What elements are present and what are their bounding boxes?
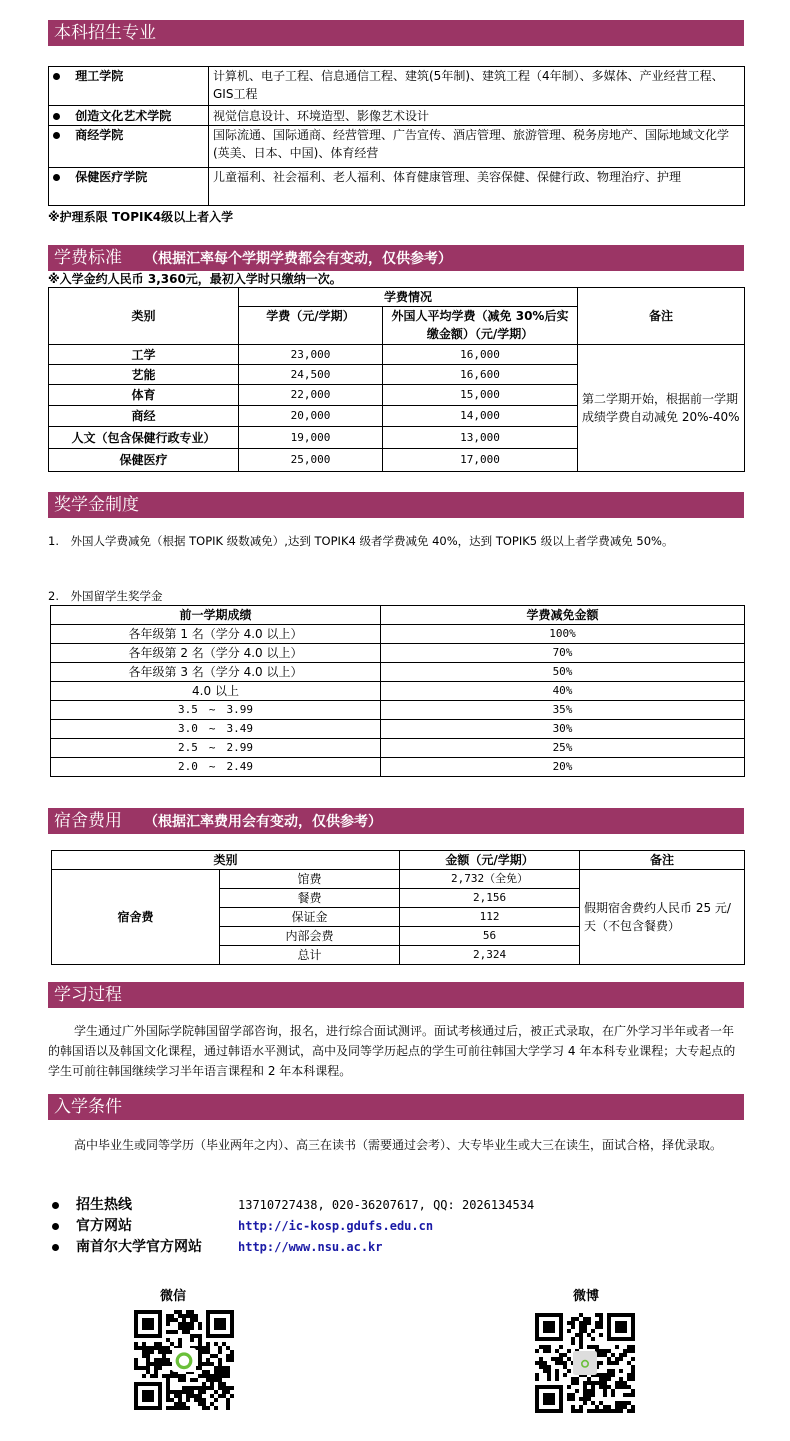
reduction-cell: 70% bbox=[381, 644, 745, 663]
bullet-icon bbox=[52, 1202, 59, 1209]
category-cell: 体育 bbox=[49, 385, 239, 406]
remark-cell: 第二学期开始，根据前一学期成绩学费自动减免 20%-40% bbox=[578, 345, 745, 472]
table-header-row bbox=[51, 606, 745, 625]
wechat-label: 微信 bbox=[160, 1289, 187, 1304]
header-group: 学费情况 bbox=[239, 288, 578, 307]
fee-cell: 22,000 bbox=[239, 385, 383, 406]
header-amount: 金额（元/学期） bbox=[400, 851, 580, 870]
college-cell: 理工学院 bbox=[49, 67, 209, 106]
header-grade: 前一学期成绩 bbox=[51, 606, 381, 625]
bullet-icon bbox=[53, 113, 60, 120]
category-cell: 艺能 bbox=[49, 365, 239, 385]
bullet-icon bbox=[53, 73, 60, 80]
tuition-table bbox=[48, 287, 745, 472]
college-cell: 保健医疗学院 bbox=[49, 168, 209, 206]
reduction-cell: 100% bbox=[381, 625, 745, 644]
table-row bbox=[49, 106, 745, 126]
section-header-scholarship bbox=[48, 492, 744, 518]
amount-cell: 112 bbox=[400, 908, 580, 927]
header-remark: 备注 bbox=[580, 851, 745, 870]
tuition-note: ※入学金约人民币 3,360元，最初入学时只缴纳一次。 bbox=[48, 272, 342, 286]
table-row bbox=[51, 739, 745, 758]
contact-list bbox=[48, 1195, 744, 1258]
table-row bbox=[49, 345, 745, 365]
category-cell: 保健医疗 bbox=[49, 449, 239, 472]
contact-item-hotline: 招生热线 13710727438, 020-36207617, QQ: 2026134534 bbox=[48, 1195, 744, 1216]
category-cell: 商经 bbox=[49, 406, 239, 427]
process-text: 学生通过广外国际学院韩国留学部咨询，报名，进行综合面试测评。面试考核通过后，被正式录取，在广外学习半年或者一年的韩国语以及韩国文化课程，通过韩语水平测试，高中及同等学历起点的学生可前往韩国大学学习 4 年本科专业课程；大专起点的学生可前往韩国继续学习半年语言课程和 2 年本科课程。 bbox=[48, 1024, 736, 1078]
item-cell: 内部会费 bbox=[220, 927, 400, 946]
table-row bbox=[49, 168, 745, 206]
scholarship-item-2: 2. 外国留学生奖学金 bbox=[48, 589, 163, 603]
table-row bbox=[51, 758, 745, 777]
fee-cell: 25,000 bbox=[239, 449, 383, 472]
grade-cell: 2.5 ~ 2.99 bbox=[51, 739, 381, 758]
item-cell: 保证金 bbox=[220, 908, 400, 927]
table-header-row bbox=[49, 288, 745, 307]
reduction-cell: 40% bbox=[381, 682, 745, 701]
scholarship-item-1: 1. 外国人学费减免（根据 TOPIK 级数减免）,达到 TOPIK4 级者学费减免 40%，达到 TOPIK5 级以上者学费减免 50%。 bbox=[48, 534, 674, 548]
header-category: 类别 bbox=[52, 851, 400, 870]
programs-cell: 计算机、电子工程、信息通信工程、建筑(5年制)、建筑工程（4年制）、多媒体、产业经营工程、GIS工程 bbox=[209, 67, 745, 106]
nsu-website-link[interactable]: http://www.nsu.ac.kr bbox=[238, 1240, 383, 1254]
weibo-qr-code bbox=[535, 1313, 635, 1413]
grade-cell: 3.0 ~ 3.49 bbox=[51, 720, 381, 739]
section-title: 本科招生专业 bbox=[54, 23, 156, 43]
section-title: 宿舍费用 bbox=[54, 811, 122, 831]
foreign-fee-cell: 16,000 bbox=[383, 345, 578, 365]
majors-note: ※护理系限 TOPIK4级以上者入学 bbox=[48, 210, 234, 224]
table-header-row bbox=[52, 851, 745, 870]
section-header-process bbox=[48, 982, 744, 1008]
section-title: 奖学金制度 bbox=[54, 495, 139, 515]
dorm-table bbox=[51, 850, 745, 965]
bullet-icon bbox=[53, 174, 60, 181]
header-foreign-fee: 外国人平均学费（减免 30%后实缴金额）（元/学期） bbox=[383, 307, 578, 345]
foreign-fee-cell: 17,000 bbox=[383, 449, 578, 472]
admission-text: 高中毕业生或同等学历（毕业两年之内）、高三在读书（需要通过会考）、大专毕业生或大三在读生，面试合格，择优录取。 bbox=[74, 1138, 723, 1152]
table-row bbox=[51, 701, 745, 720]
table-row bbox=[49, 67, 745, 106]
hotline-value: 13710727438, 020-36207617, QQ: 2026134534 bbox=[238, 1198, 535, 1212]
section-subtitle: （根据汇率每个学期学费都会有变动，仅供参考） bbox=[144, 251, 452, 267]
amount-cell: 2,324 bbox=[400, 946, 580, 965]
section-header-majors bbox=[48, 20, 744, 46]
programs-cell: 儿童福利、社会福利、老人福利、体育健康管理、美容保健、保健行政、物理治疗、护理 bbox=[209, 168, 745, 206]
header-reduction: 学费减免金额 bbox=[381, 606, 745, 625]
category-cell: 人文（包含保健行政专业） bbox=[49, 427, 239, 449]
wechat-qr-code bbox=[134, 1310, 234, 1410]
table-row bbox=[51, 644, 745, 663]
table-row bbox=[51, 720, 745, 739]
section-title: 入学条件 bbox=[54, 1097, 122, 1117]
reduction-cell: 25% bbox=[381, 739, 745, 758]
table-row bbox=[49, 126, 745, 168]
item-cell: 餐费 bbox=[220, 889, 400, 908]
section-header-admission bbox=[48, 1094, 744, 1120]
qr-logo-icon bbox=[573, 1351, 597, 1375]
fee-cell: 19,000 bbox=[239, 427, 383, 449]
fee-cell: 24,500 bbox=[239, 365, 383, 385]
section-subtitle: （根据汇率费用会有变动，仅供参考） bbox=[144, 814, 382, 830]
category-cell: 工学 bbox=[49, 345, 239, 365]
grade-cell: 2.0 ~ 2.49 bbox=[51, 758, 381, 777]
scholarship-table bbox=[50, 605, 745, 777]
header-fee: 学费（元/学期） bbox=[239, 307, 383, 345]
fee-cell: 23,000 bbox=[239, 345, 383, 365]
header-category: 类别 bbox=[49, 288, 239, 345]
foreign-fee-cell: 13,000 bbox=[383, 427, 578, 449]
amount-cell: 56 bbox=[400, 927, 580, 946]
amount-cell: 2,732（全免） bbox=[400, 870, 580, 889]
amount-cell: 2,156 bbox=[400, 889, 580, 908]
grade-cell: 各年级第 1 名（学分 4.0 以上） bbox=[51, 625, 381, 644]
table-row bbox=[51, 663, 745, 682]
table-row bbox=[52, 870, 745, 889]
majors-table bbox=[48, 66, 745, 206]
fee-cell: 20,000 bbox=[239, 406, 383, 427]
reduction-cell: 20% bbox=[381, 758, 745, 777]
bullet-icon bbox=[52, 1223, 59, 1230]
item-cell: 总计 bbox=[220, 946, 400, 965]
table-row bbox=[51, 625, 745, 644]
college-cell: 商经学院 bbox=[49, 126, 209, 168]
reduction-cell: 50% bbox=[381, 663, 745, 682]
bullet-icon bbox=[52, 1244, 59, 1251]
item-cell: 馆费 bbox=[220, 870, 400, 889]
reduction-cell: 35% bbox=[381, 701, 745, 720]
programs-cell: 视觉信息设计、环境造型、影像艺术设计 bbox=[209, 106, 745, 126]
section-header-dorm bbox=[48, 808, 744, 834]
contact-item-website: 官方网站 http://ic-kosp.gdufs.edu.cn bbox=[48, 1216, 744, 1237]
weibo-label: 微博 bbox=[573, 1289, 600, 1304]
grade-cell: 各年级第 3 名（学分 4.0 以上） bbox=[51, 663, 381, 682]
section-title: 学费标准 bbox=[54, 248, 122, 268]
grade-cell: 3.5 ~ 3.99 bbox=[51, 701, 381, 720]
table-row bbox=[51, 682, 745, 701]
bullet-icon bbox=[53, 132, 60, 139]
reduction-cell: 30% bbox=[381, 720, 745, 739]
dorm-group-cell: 宿舍费 bbox=[52, 870, 220, 965]
foreign-fee-cell: 15,000 bbox=[383, 385, 578, 406]
header-remark: 备注 bbox=[578, 288, 745, 345]
remark-cell: 假期宿舍费约人民币 25 元/天（不包含餐费） bbox=[580, 870, 745, 965]
college-cell: 创造文化艺术学院 bbox=[49, 106, 209, 126]
section-title: 学习过程 bbox=[54, 985, 122, 1005]
foreign-fee-cell: 14,000 bbox=[383, 406, 578, 427]
grade-cell: 各年级第 2 名（学分 4.0 以上） bbox=[51, 644, 381, 663]
grade-cell: 4.0 以上 bbox=[51, 682, 381, 701]
foreign-fee-cell: 16,600 bbox=[383, 365, 578, 385]
programs-cell: 国际流通、国际通商、经营管理、广告宣传、酒店管理、旅游管理、税务房地产、国际地域文化学(英美、日本、中国)、体育经营 bbox=[209, 126, 745, 168]
official-website-link[interactable]: http://ic-kosp.gdufs.edu.cn bbox=[238, 1219, 434, 1233]
section-header-tuition bbox=[48, 245, 744, 271]
contact-item-nsu-website: 南首尔大学官方网站 http://www.nsu.ac.kr bbox=[48, 1237, 744, 1258]
